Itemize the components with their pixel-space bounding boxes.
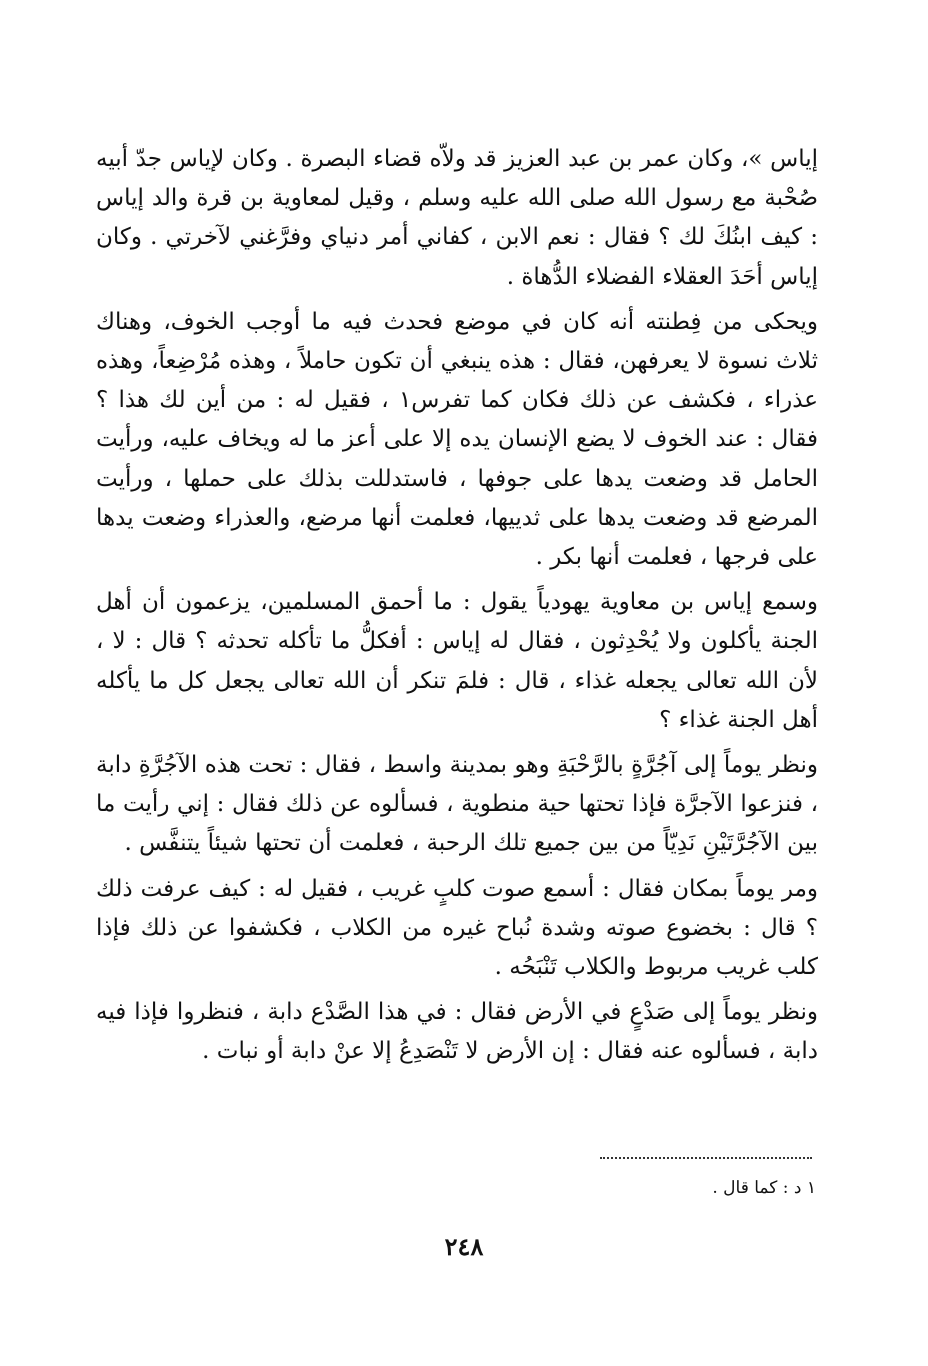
paragraph-three-women: ويحكى من فِطنته أنه كان في موضع فحدث فيه ما أوجب الخوف، وهناك ثلاث نسوة لا يعرفهن، فقال : هذه ينبغي أن تكون حاملاً ، وهذه مُرْضِعاً، وهذه عذراء ، فكشف عن ذلك فكان كما تفرس١ ، فقيل له : من أين لك هذا ؟ فقال : عند الخوف لا يضع الإنسان يده إلا على أعز ما له ويخاف عليه، ورأيت الحامل قد وضعت يدها على جوفها ، فاستدللت بذلك على حملها ، ورأيت المرضع قد وضعت يدها على ثدييها، فعلمت أنها مرضع، والعذراء وضعت يدها على فرجها ، فعلمت أنها بكر . xyxy=(96,308,819,571)
paragraph-brick-snake: ونظر يوماً إلى آجُرَّةٍ بالرَّحْبَةِ وهو بمدينة واسط ، فقال : تحت هذه الآجُرَّةِ دابة ، فنزعوا الآجرَّة فإذا تحتها حية منطوية ، فسألوه عن ذلك فقال : إني رأيت ما بين الآجُرَّتَيْنِ نَدِيّاً من بين جميع تلك الرحبة ، فعلمت أن تحتها شيئاً يتنفَّس . xyxy=(96,752,818,857)
paragraph-paradise-food: وسمع إياس بن معاوية يهودياً يقول : ما أحمق المسلمين، يزعمون أن أهل الجنة يأكلون ولا يُحْدِثون ، فقال له إياس : أفكلُّ ما تأكله تحدثه ؟ قال : لا ، لأن الله تعالى يجعله غذاء ، قال : فلمَ تنكر أن الله تعالى يجعل كل ما يأكله أهل الجنة غذاء ؟ xyxy=(96,589,818,733)
paragraph-strange-dog: ومر يوماً بمكان فقال : أسمع صوت كلبٍ غريب ، فقيل له : كيف عرفت ذلك ؟ قال : بخضوع صوته وشدة نُباح غيره من الكلاب ، فكشفوا عن ذلك فإذا كلب غريب مربوط والكلاب تَنْبَحُه . xyxy=(96,875,818,981)
page-number: ٢٤٨ xyxy=(444,1232,484,1261)
footnote-divider xyxy=(600,1157,812,1159)
footnote: ١ د : كما قال . xyxy=(712,1178,816,1198)
paragraph-ground-crack: ونظر يوماً إلى صَدْعٍ في الأرض فقال : في هذا الصَّدْع دابة ، فنظروا فإذا فيه دابة ، فسألوه عنه فقال : إن الأرض لا تَنْصَدِعُ إلا عنْ دابة أو نبات . xyxy=(96,999,818,1065)
page-body xyxy=(96,140,818,1072)
paragraph-iyas-background: إياس »، وكان عمر بن عبد العزيز قد ولاّه قضاء البصرة . وكان لإياس جدّ أبيه صُحْبة مع رسول الله صلى الله عليه وسلم ، وقيل لمعاوية بن قرة والد إياس : كيف ابنُكَ لك ؟ فقال : نعم الابن ، كفاني أمر دنياي وفرَّغني لآخرتي . وكان إياس أحَدَ العقلاء الفضلاء الدُّهاة . xyxy=(96,146,818,290)
